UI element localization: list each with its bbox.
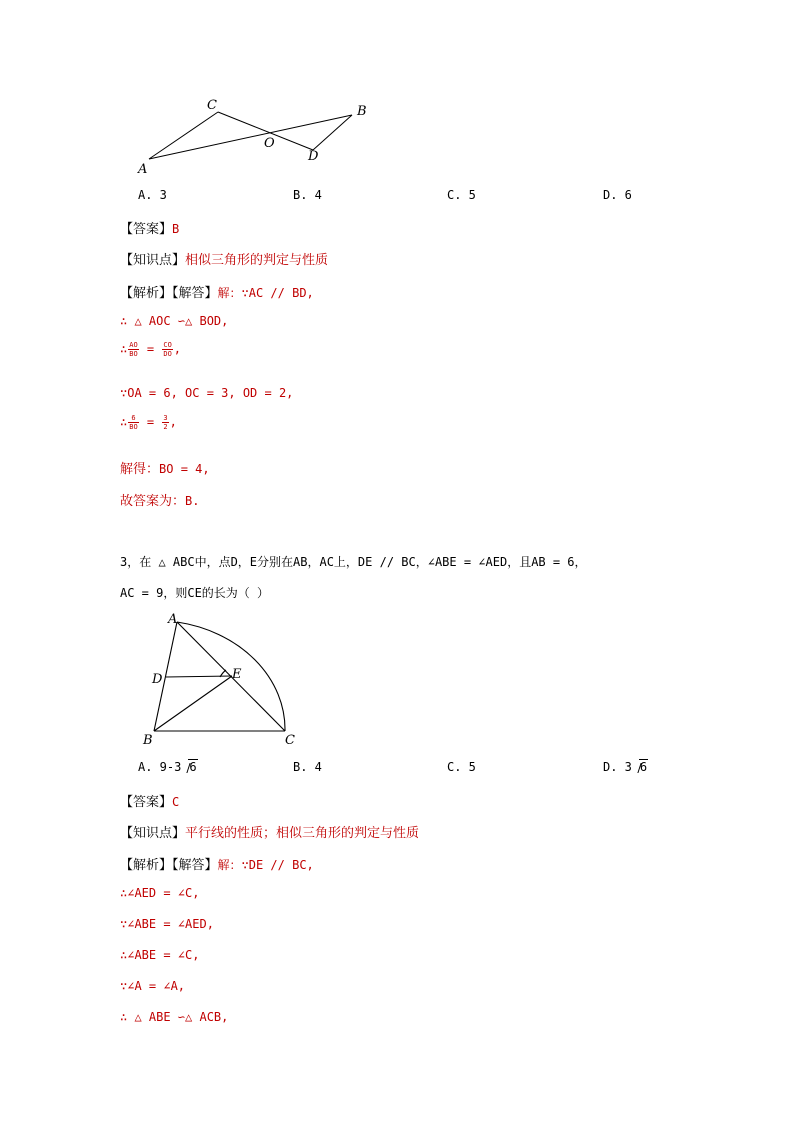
- conclusion-value: B.: [185, 494, 200, 508]
- knowledge-value: 相似三角形的判定与性质: [185, 253, 329, 268]
- solve-label: 解得：: [120, 462, 160, 477]
- q2-option-d: D. 6: [603, 188, 632, 202]
- segment-DE: [166, 676, 232, 677]
- label-E: E: [232, 667, 242, 682]
- answer-value: C: [172, 795, 180, 809]
- q2-answer-line: [120, 218, 179, 237]
- label-D: D: [308, 149, 319, 164]
- q2-knowledge-line: [120, 249, 328, 268]
- q2-analysis-line-4: ∵OA = 6, OC = 3, OD = 2,: [120, 386, 294, 400]
- q3-analysis-line-2: ∴∠AED = ∠C,: [120, 886, 200, 900]
- q3-knowledge-line: [120, 822, 419, 841]
- q2-option-b: B. 4: [293, 188, 322, 202]
- option-d-prefix: D. 3: [603, 760, 632, 774]
- answer-tag: 【答案】: [120, 222, 173, 237]
- q3-stem-line-2: AC = 9，则CE的长为（ ）: [120, 586, 270, 600]
- segment-AB: [149, 115, 352, 159]
- fraction-6-bo: $\frac{6}{BO}$: [129, 414, 138, 431]
- fraction-3-2: $\frac{3}{2}$: [163, 414, 168, 431]
- knowledge-tag: 【知识点】: [120, 253, 186, 268]
- q3-analysis-line-6: ∴ △ ABE ∽△ ACB,: [120, 1010, 229, 1024]
- therefore-symbol: ∴: [120, 415, 128, 429]
- q2-option-a: A. 3: [138, 188, 167, 202]
- equals: =: [139, 342, 162, 356]
- q2-analysis-line-1: [120, 282, 314, 301]
- label-B: B: [143, 733, 153, 748]
- therefore-symbol: ∴: [120, 342, 128, 356]
- segment-BE: [154, 676, 232, 731]
- comma: ,: [173, 342, 182, 356]
- label-A: A: [168, 612, 178, 627]
- answer-value: B: [172, 222, 180, 236]
- comma: ,: [169, 415, 177, 429]
- q3-analysis-line-1: [120, 854, 314, 873]
- solve-value: BO = 4,: [159, 462, 210, 476]
- equals: =: [139, 415, 162, 429]
- q3-option-d: [603, 760, 648, 774]
- figure-2-diagram: [140, 608, 310, 748]
- label-B: B: [357, 104, 367, 119]
- analysis-tag: 【解析】【解答】: [120, 286, 218, 301]
- q3-answer-line: [120, 791, 179, 810]
- segment-DB: [313, 115, 352, 150]
- q2-analysis-line-2: ∴ △ AOC ∽△ BOD,: [120, 314, 229, 328]
- conclusion-label: 故答案为：: [120, 494, 186, 509]
- label-D: D: [152, 672, 163, 687]
- option-a-prefix: A. 9-3: [138, 760, 182, 774]
- q3-analysis-line-3: ∵∠ABE = ∠AED,: [120, 917, 214, 931]
- sqrt-symbol: 6: [181, 760, 197, 774]
- q2-analysis-line-6: [120, 458, 210, 477]
- q2-option-c: C. 5: [447, 188, 476, 202]
- q3-analysis-line-5: ∵∠A = ∠A,: [120, 979, 186, 993]
- q3-option-c: C. 5: [447, 760, 476, 774]
- q2-analysis-line-3: [120, 341, 181, 358]
- fraction-co-do: $\frac{CO}{DO}$: [163, 341, 172, 358]
- label-O: O: [264, 136, 275, 151]
- q3-stem-line-1: 3，在 △ ABC中，点D，E分别在AB，AC上，DE // BC，∠ABE = ∠AED，且AB = 6，: [120, 555, 587, 569]
- sqrt-symbol: 6: [632, 760, 648, 774]
- label-C: C: [207, 98, 217, 113]
- analysis-text: 解：∵AC // BD,: [217, 286, 314, 300]
- fraction-ao-bo: $\frac{AO}{BO}$: [129, 341, 138, 358]
- q2-analysis-line-5: [120, 414, 177, 431]
- q3-option-a: [138, 760, 198, 774]
- analysis-tag: 【解析】【解答】: [120, 858, 218, 873]
- knowledge-tag: 【知识点】: [120, 826, 186, 841]
- q3-analysis-line-4: ∴∠ABE = ∠C,: [120, 948, 200, 962]
- answer-tag: 【答案】: [120, 795, 173, 810]
- figure-1-diagram: [130, 95, 380, 180]
- q2-analysis-line-7: [120, 490, 199, 509]
- label-A: A: [138, 162, 148, 177]
- knowledge-value: 平行线的性质；相似三角形的判定与性质: [185, 826, 420, 841]
- analysis-text: 解：∵DE // BC,: [217, 858, 314, 872]
- q3-option-b: B. 4: [293, 760, 322, 774]
- label-C: C: [285, 733, 295, 748]
